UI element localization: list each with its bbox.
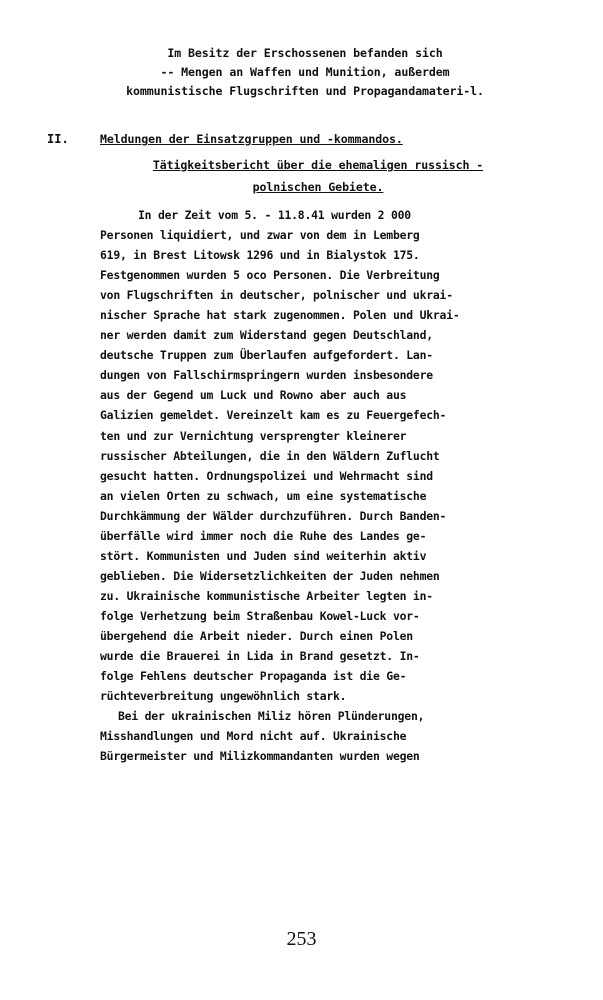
body-line: folge Fehlens deutscher Propaganda ist die Ge- [100,669,407,684]
report-body [100,205,520,766]
body-line: geblieben. Die Widersetzlichkeiten der Juden nehmen [100,568,440,583]
body-line: In der Zeit vom 5. - 11.8.41 wurden 2 000 [138,208,411,222]
body-line: gesucht hatten. Ordnungspolizei und Wehrmacht sind [100,468,433,483]
section-number: II. [47,132,69,146]
body-line: stört. Kommunisten und Juden sind weiterhin aktiv [100,548,427,563]
body-line: Bürgermeister und Milizkommandanten wurden wegen [100,749,420,764]
body-line: von Flugschriften in deutscher, polnischer und ukrai- [100,288,453,303]
body-line: rüchteverbreitung ungewöhnlich stark. [100,689,347,704]
body-line: deutsche Truppen zum Überlaufen aufgefordert. Lan- [100,348,433,363]
body-line: Bei der ukrainischen Miliz hören Plünderungen, [118,709,425,724]
intro-line: Im Besitz der Erschossenen befanden sich [167,46,443,60]
body-line: übergehend die Arbeit nieder. Durch einen Polen [100,628,413,643]
body-line: ner werden damit zum Widerstand gegen Deutschland, [100,328,433,343]
body-line: aus der Gegend um Luck und Rowno aber auch aus [100,388,407,403]
body-line: nischer Sprache hat stark zugenommen. Polen und Ukrai- [100,308,460,323]
subheading-line: polnischen Gebiete. [252,180,384,194]
body-line: ten und zur Vernichtung versprengter kleinerer [100,428,407,443]
body-line: russischer Abteilungen, die in den Wäldern Zuflucht [100,448,440,463]
body-line: Galizien gemeldet. Vereinzelt kam es zu Feuergefech- [100,408,447,423]
body-line: dungen von Fallschirmspringern wurden insbesondere [100,368,433,383]
body-line: folge Verhetzung beim Straßenbau Kowel-Luck vor- [100,608,420,623]
body-line: zu. Ukrainische kommunistische Arbeiter legten in- [100,588,433,603]
subheading-line: Tätigkeitsbericht über die ehemaligen russisch - [152,158,484,172]
body-line: an vielen Orten zu schwach, um eine systematische [100,488,427,503]
body-line: überfälle wird immer noch die Ruhe des Landes ge- [100,528,427,543]
body-line: Personen liquidiert, und zwar von dem in Lemberg [100,228,420,243]
body-line: Festgenommen wurden 5 oco Personen. Die Verbreitung [100,268,440,283]
intro-line: -- Mengen an Waffen und Munition, außerdem [160,65,450,79]
section-heading: Meldungen der Einsatzgruppen und -kommandos. [100,132,403,146]
body-line: wurde die Brauerei in Lida in Brand gesetzt. In- [100,649,420,664]
report-subheading [118,154,518,198]
intro-paragraph [100,44,510,101]
body-line: Durchkämmung der Wälder durchzuführen. Durch Banden- [100,508,447,523]
body-line: 619, in Brest Litowsk 1296 und in Bialystok 175. [100,248,420,263]
body-line: Misshandlungen und Mord nicht auf. Ukrainische [100,729,407,744]
intro-line: kommunistische Flugschriften und Propagandamateri-l. [126,84,484,98]
page-number: 253 [286,928,317,950]
